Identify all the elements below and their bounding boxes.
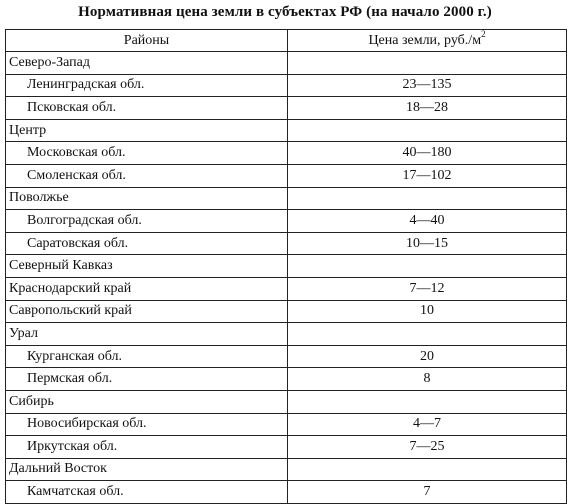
region-cell: Дальний Восток xyxy=(6,458,288,481)
header-row xyxy=(6,30,567,52)
region-cell: Псковская обл. xyxy=(6,97,288,120)
region-cell: Северный Кавказ xyxy=(6,255,288,278)
land-price-table xyxy=(5,29,567,504)
price-cell: 18—28 xyxy=(288,97,567,120)
price-cell: 7—25 xyxy=(288,436,567,459)
region-cell: Ленинградская обл. xyxy=(6,74,288,97)
price-cell: 7 xyxy=(288,481,567,504)
region-cell: Савропольский край xyxy=(6,300,288,323)
price-cell: 20 xyxy=(288,345,567,368)
table-row xyxy=(6,74,567,97)
region-cell: Урал xyxy=(6,323,288,346)
price-cell xyxy=(288,390,567,413)
table-row xyxy=(6,52,567,75)
region-cell: Московская обл. xyxy=(6,142,288,165)
price-cell: 10 xyxy=(288,300,567,323)
region-cell: Центр xyxy=(6,119,288,142)
header-price-label: Цена земли, руб./м xyxy=(368,32,482,48)
table-row xyxy=(6,345,567,368)
price-cell xyxy=(288,323,567,346)
price-cell xyxy=(288,52,567,75)
region-cell: Волгоградская обл. xyxy=(6,210,288,233)
price-cell xyxy=(288,187,567,210)
table-row xyxy=(6,481,567,504)
price-cell: 8 xyxy=(288,368,567,391)
header-price-sup: 2 xyxy=(481,29,486,39)
price-cell: 40—180 xyxy=(288,142,567,165)
table-row xyxy=(6,187,567,210)
table-row xyxy=(6,97,567,120)
price-cell xyxy=(288,255,567,278)
table-row xyxy=(6,142,567,165)
price-cell xyxy=(288,458,567,481)
region-cell: Пермская обл. xyxy=(6,368,288,391)
table-row xyxy=(6,458,567,481)
table-row xyxy=(6,119,567,142)
price-cell: 10—15 xyxy=(288,232,567,255)
table-title: Нормативная цена земли в субъектах РФ (на начало 2000 г.) xyxy=(78,4,492,20)
table-row xyxy=(6,255,567,278)
price-cell: 23—135 xyxy=(288,74,567,97)
region-cell: Смоленская обл. xyxy=(6,164,288,187)
table-row xyxy=(6,413,567,436)
header-price xyxy=(288,30,567,52)
table-row xyxy=(6,368,567,391)
region-cell: Новосибирская обл. xyxy=(6,413,288,436)
price-cell xyxy=(288,119,567,142)
price-cell: 4—40 xyxy=(288,210,567,233)
region-cell: Северо-Запад xyxy=(6,52,288,75)
region-cell: Сибирь xyxy=(6,390,288,413)
table-body xyxy=(6,52,567,504)
region-cell: Курганская обл. xyxy=(6,345,288,368)
price-cell: 4—7 xyxy=(288,413,567,436)
table-row xyxy=(6,300,567,323)
table-row xyxy=(6,436,567,459)
table-row xyxy=(6,232,567,255)
table-row xyxy=(6,323,567,346)
region-cell: Краснодарский край xyxy=(6,277,288,300)
table-row xyxy=(6,390,567,413)
price-cell: 17—102 xyxy=(288,164,567,187)
table-row xyxy=(6,277,567,300)
table-row xyxy=(6,210,567,233)
region-cell: Саратовская обл. xyxy=(6,232,288,255)
region-cell: Камчатская обл. xyxy=(6,481,288,504)
table-row xyxy=(6,164,567,187)
region-cell: Поволжье xyxy=(6,187,288,210)
price-cell: 7—12 xyxy=(288,277,567,300)
region-cell: Иркутская обл. xyxy=(6,436,288,459)
header-region: Районы xyxy=(6,30,288,52)
